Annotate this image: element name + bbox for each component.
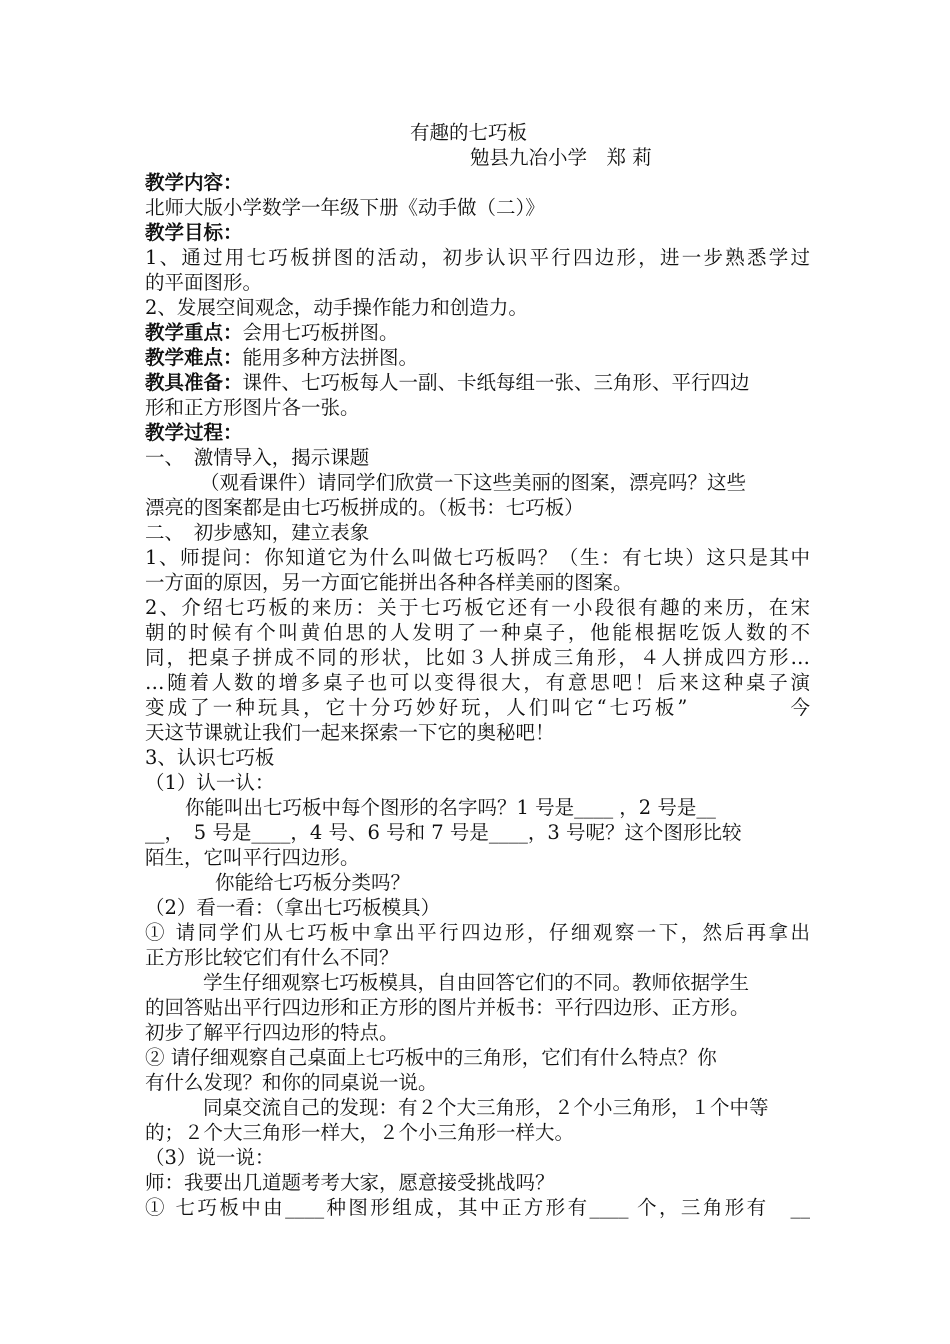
section-3-2-p2-b: 的；２个大三角形一样大，２个小三角形一样大。 bbox=[145, 1121, 575, 1144]
section-3-1-heading: （1）认一认： bbox=[145, 771, 275, 794]
section-3-2-p2-a: 同桌交流自己的发现：有２个大三角形，２个小三角形，１个中等 bbox=[203, 1096, 769, 1119]
goal-heading: 教学目标： bbox=[145, 221, 243, 244]
content-heading: 教学内容： bbox=[145, 171, 243, 194]
section-3-2-p1-a: 学生仔细观察七巧板模具，自由回答它们的不同。教师依据学生 bbox=[203, 971, 750, 994]
document-page bbox=[145, 120, 810, 1220]
key-label: 教学重点： bbox=[145, 321, 243, 344]
preparation bbox=[145, 370, 810, 395]
section-3-1-b: __， 5 号是____，4 号、6 号和 7 号是____，3 号呢？这个图形比较 bbox=[145, 821, 742, 844]
diff-label: 教学难点： bbox=[145, 346, 243, 369]
section-2-2-b: 朝的时候有个叫黄伯思的人发明了一种桌子，他能根据吃饭人数的不 bbox=[145, 621, 810, 644]
content-text: 北师大版小学数学一年级下册《动手做（二）》 bbox=[145, 196, 545, 219]
difficult-point bbox=[145, 345, 810, 370]
section-3-2-q2-a: ② 请仔细观察自己桌面上七巧板中的三角形，它们有什么特点？你 bbox=[145, 1046, 717, 1069]
doc-title: 有趣的七巧板 bbox=[410, 121, 528, 144]
section-2-1-b: 一方面的原因，另一方面它能拼出各种各样美丽的图案。 bbox=[145, 571, 633, 594]
goal-1-line-b: 的平面图形。 bbox=[145, 271, 263, 294]
section-3-2-q1-a: ① 请同学们从七巧板中拿出平行四边形，仔细观察一下，然后再拿出 bbox=[145, 921, 810, 944]
section-2-2-e-part-b: 今 bbox=[787, 696, 810, 719]
prep-label: 教具准备： bbox=[145, 371, 243, 394]
prep-text-b: 形和正方形图片各一张。 bbox=[145, 396, 360, 419]
section-2-2-a: 2、介绍七巧板的来历：关于七巧板它还有一小段很有趣的来历，在宋 bbox=[145, 596, 810, 619]
section-3-2-p1-b: 的回答贴出平行四边形和正方形的图片并板书：平行四边形、正方形。 bbox=[145, 996, 750, 1019]
section-2-2-e bbox=[145, 695, 810, 720]
section-3-2-p1-c: 初步了解平行四边形的特点。 bbox=[145, 1021, 399, 1044]
section-1-heading: 一、 激情导入，揭示课题 bbox=[145, 446, 370, 469]
goal-2: 2、发展空间观念，动手操作能力和创造力。 bbox=[145, 296, 528, 319]
section-3-3-teacher: 师：我要出几道题考考大家，愿意接受挑战吗？ bbox=[145, 1171, 555, 1194]
section-3-heading: 3、认识七巧板 bbox=[145, 746, 275, 769]
doc-author: 勉县九冶小学 郑 莉 bbox=[470, 146, 652, 169]
section-2-2-e-part-a: 变成了一种玩具，它十分巧妙好玩，人们叫它“七巧板” bbox=[145, 696, 688, 719]
section-3-1-a: 你能叫出七巧板中每个图形的名字吗？1 号是____ ，2 号是__ bbox=[185, 796, 716, 819]
section-1-para-a: （观看课件）请同学们欣赏一下这些美丽的图案，漂亮吗？这些 bbox=[200, 471, 747, 494]
process-heading: 教学过程： bbox=[145, 421, 243, 444]
section-3-3-heading: （3）说一说： bbox=[145, 1146, 275, 1169]
section-2-2-d: …随着人数的增多桌子也可以变得很大，有意思吧！后来这种桌子演 bbox=[145, 671, 810, 694]
key-point bbox=[145, 320, 810, 345]
diff-text: 能用多种方法拼图。 bbox=[242, 346, 419, 369]
goal-1-line-a: 1、通过用七巧板拼图的活动，初步认识平行四边形，进一步熟悉学过 bbox=[145, 246, 810, 269]
section-3-2-q2-b: 有什么发现？和你的同桌说一说。 bbox=[145, 1071, 438, 1094]
section-3-3-q1: ① 七巧板中由____种图形组成，其中正方形有____ 个，三角形有 __ bbox=[145, 1196, 810, 1219]
section-1-para-b: 漂亮的图案都是由七巧板拼成的。（板书：七巧板） bbox=[145, 496, 584, 519]
section-2-heading: 二、 初步感知，建立表象 bbox=[145, 521, 370, 544]
section-2-2-c: 同，把桌子拼成不同的形状，比如３人拼成三角形，４人拼成四方形… bbox=[145, 646, 810, 669]
section-2-1-a: 1、师提问：你知道它为什么叫做七巧板吗？（生：有七块）这只是其中 bbox=[145, 546, 810, 569]
section-3-1-c: 陌生，它叫平行四边形。 bbox=[145, 846, 360, 869]
key-text: 会用七巧板拼图。 bbox=[242, 321, 399, 344]
section-3-1-d: 你能给七巧板分类吗？ bbox=[215, 871, 411, 894]
section-3-2-q1-b: 正方形比较它们有什么不同？ bbox=[145, 946, 399, 969]
section-3-2-heading: （2）看一看：（拿出七巧板模具） bbox=[145, 896, 441, 919]
prep-text-a: 课件、七巧板每人一副、卡纸每组一张、三角形、平行四边 bbox=[242, 371, 750, 394]
section-2-2-f: 天这节课就让我们一起来探索一下它的奥秘吧！ bbox=[145, 721, 555, 744]
